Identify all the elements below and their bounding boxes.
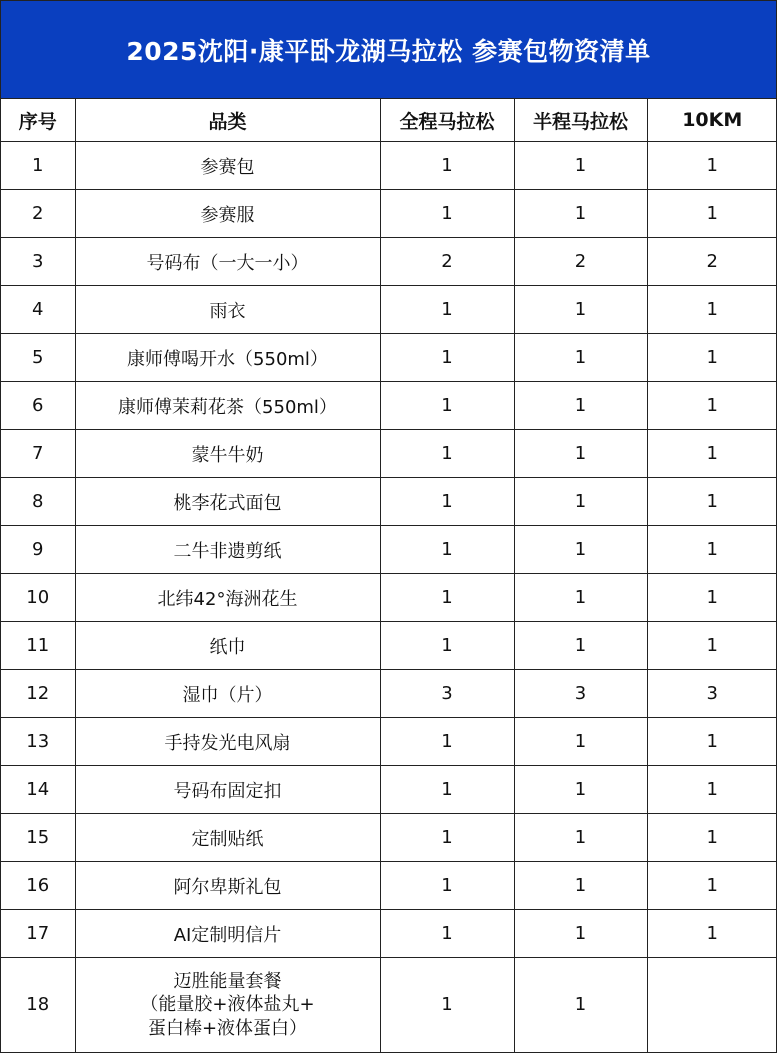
cell-10km: 1: [647, 190, 777, 238]
cell-10km: 1: [647, 574, 777, 622]
cell-full: 1: [380, 766, 514, 814]
cell-item: 康师傅茉莉花茶（550ml）: [75, 382, 380, 430]
table-header-row: [1, 99, 777, 142]
cell-10km: 1: [647, 718, 777, 766]
cell-no: 15: [1, 814, 75, 862]
cell-full: 1: [380, 574, 514, 622]
cell-item: 桃李花式面包: [75, 478, 380, 526]
cell-no: 16: [1, 862, 75, 910]
table-row: [1, 238, 777, 286]
table-row: [1, 958, 777, 1053]
cell-full: 1: [380, 958, 514, 1053]
cell-half: 1: [514, 334, 647, 382]
cell-half: 1: [514, 574, 647, 622]
cell-no: 17: [1, 910, 75, 958]
cell-half: 1: [514, 190, 647, 238]
cell-half: 1: [514, 862, 647, 910]
column-header-item: 品类: [75, 99, 380, 142]
cell-item-line: （能量胶+液体盐丸+: [140, 994, 315, 1016]
table-row: [1, 190, 777, 238]
cell-no: 9: [1, 526, 75, 574]
cell-full: 3: [380, 670, 514, 718]
cell-no: 14: [1, 766, 75, 814]
cell-no: 2: [1, 190, 75, 238]
cell-half: 2: [514, 238, 647, 286]
cell-item: 湿巾（片）: [75, 670, 380, 718]
cell-half: 1: [514, 142, 647, 190]
cell-item-line: 蛋白棒+液体蛋白）: [147, 1017, 308, 1039]
page-title: 2025沈阳·康平卧龙湖马拉松 参赛包物资清单: [126, 36, 651, 66]
cell-half: 1: [514, 766, 647, 814]
cell-half: 1: [514, 958, 647, 1053]
table-row: [1, 478, 777, 526]
cell-full: 1: [380, 430, 514, 478]
cell-item: 北纬42°海洲花生: [75, 574, 380, 622]
cell-no: 7: [1, 430, 75, 478]
title-banner: [1, 1, 776, 99]
cell-10km: 1: [647, 766, 777, 814]
table-row: [1, 286, 777, 334]
cell-half: 1: [514, 286, 647, 334]
cell-full: 1: [380, 382, 514, 430]
cell-half: 3: [514, 670, 647, 718]
cell-no: 4: [1, 286, 75, 334]
table-row: [1, 670, 777, 718]
cell-item-line: 迈胜能量套餐: [173, 970, 282, 992]
cell-full: 1: [380, 862, 514, 910]
cell-item: AI定制明信片: [75, 910, 380, 958]
cell-item: [75, 958, 380, 1053]
supply-table: [1, 99, 777, 1053]
table-row: [1, 430, 777, 478]
cell-10km: [647, 958, 777, 1053]
cell-10km: 2: [647, 238, 777, 286]
table-row: [1, 862, 777, 910]
cell-no: 18: [1, 958, 75, 1053]
table-row: [1, 766, 777, 814]
table-row: [1, 718, 777, 766]
table-row: [1, 142, 777, 190]
cell-10km: 1: [647, 526, 777, 574]
cell-10km: 1: [647, 382, 777, 430]
cell-full: 1: [380, 478, 514, 526]
cell-no: 6: [1, 382, 75, 430]
cell-item: 参赛包: [75, 142, 380, 190]
cell-full: 1: [380, 526, 514, 574]
cell-10km: 1: [647, 862, 777, 910]
cell-full: 1: [380, 190, 514, 238]
cell-full: 1: [380, 622, 514, 670]
cell-half: 1: [514, 478, 647, 526]
cell-item: 手持发光电风扇: [75, 718, 380, 766]
column-header-full-marathon: 全程马拉松: [380, 99, 514, 142]
cell-10km: 1: [647, 142, 777, 190]
cell-item: 二牛非遗剪纸: [75, 526, 380, 574]
cell-no: 13: [1, 718, 75, 766]
cell-item: 阿尔卑斯礼包: [75, 862, 380, 910]
cell-10km: 1: [647, 334, 777, 382]
table-row: [1, 910, 777, 958]
cell-item: 号码布（一大一小）: [75, 238, 380, 286]
cell-10km: 3: [647, 670, 777, 718]
table-row: [1, 382, 777, 430]
column-header-half-marathon: 半程马拉松: [514, 99, 647, 142]
cell-10km: 1: [647, 814, 777, 862]
cell-item: 号码布固定扣: [75, 766, 380, 814]
cell-no: 12: [1, 670, 75, 718]
cell-no: 10: [1, 574, 75, 622]
cell-half: 1: [514, 526, 647, 574]
cell-full: 1: [380, 910, 514, 958]
cell-full: 1: [380, 334, 514, 382]
cell-10km: 1: [647, 430, 777, 478]
cell-half: 1: [514, 382, 647, 430]
cell-full: 1: [380, 814, 514, 862]
cell-half: 1: [514, 814, 647, 862]
cell-item: 纸巾: [75, 622, 380, 670]
cell-item: 雨衣: [75, 286, 380, 334]
cell-full: 1: [380, 142, 514, 190]
cell-item: 定制贴纸: [75, 814, 380, 862]
table-row: [1, 334, 777, 382]
cell-no: 1: [1, 142, 75, 190]
cell-no: 5: [1, 334, 75, 382]
cell-half: 1: [514, 622, 647, 670]
cell-item: 参赛服: [75, 190, 380, 238]
cell-full: 1: [380, 286, 514, 334]
cell-full: 2: [380, 238, 514, 286]
cell-item: 蒙牛牛奶: [75, 430, 380, 478]
column-header-10km: 10KM: [647, 99, 777, 142]
cell-full: 1: [380, 718, 514, 766]
cell-half: 1: [514, 430, 647, 478]
cell-10km: 1: [647, 622, 777, 670]
table-row: [1, 622, 777, 670]
table-row: [1, 574, 777, 622]
column-header-no: 序号: [1, 99, 75, 142]
cell-no: 3: [1, 238, 75, 286]
table-row: [1, 814, 777, 862]
cell-no: 8: [1, 478, 75, 526]
cell-10km: 1: [647, 286, 777, 334]
cell-10km: 1: [647, 478, 777, 526]
cell-half: 1: [514, 718, 647, 766]
cell-half: 1: [514, 910, 647, 958]
cell-no: 11: [1, 622, 75, 670]
cell-item: 康师傅喝开水（550ml）: [75, 334, 380, 382]
cell-10km: 1: [647, 910, 777, 958]
table-row: [1, 526, 777, 574]
